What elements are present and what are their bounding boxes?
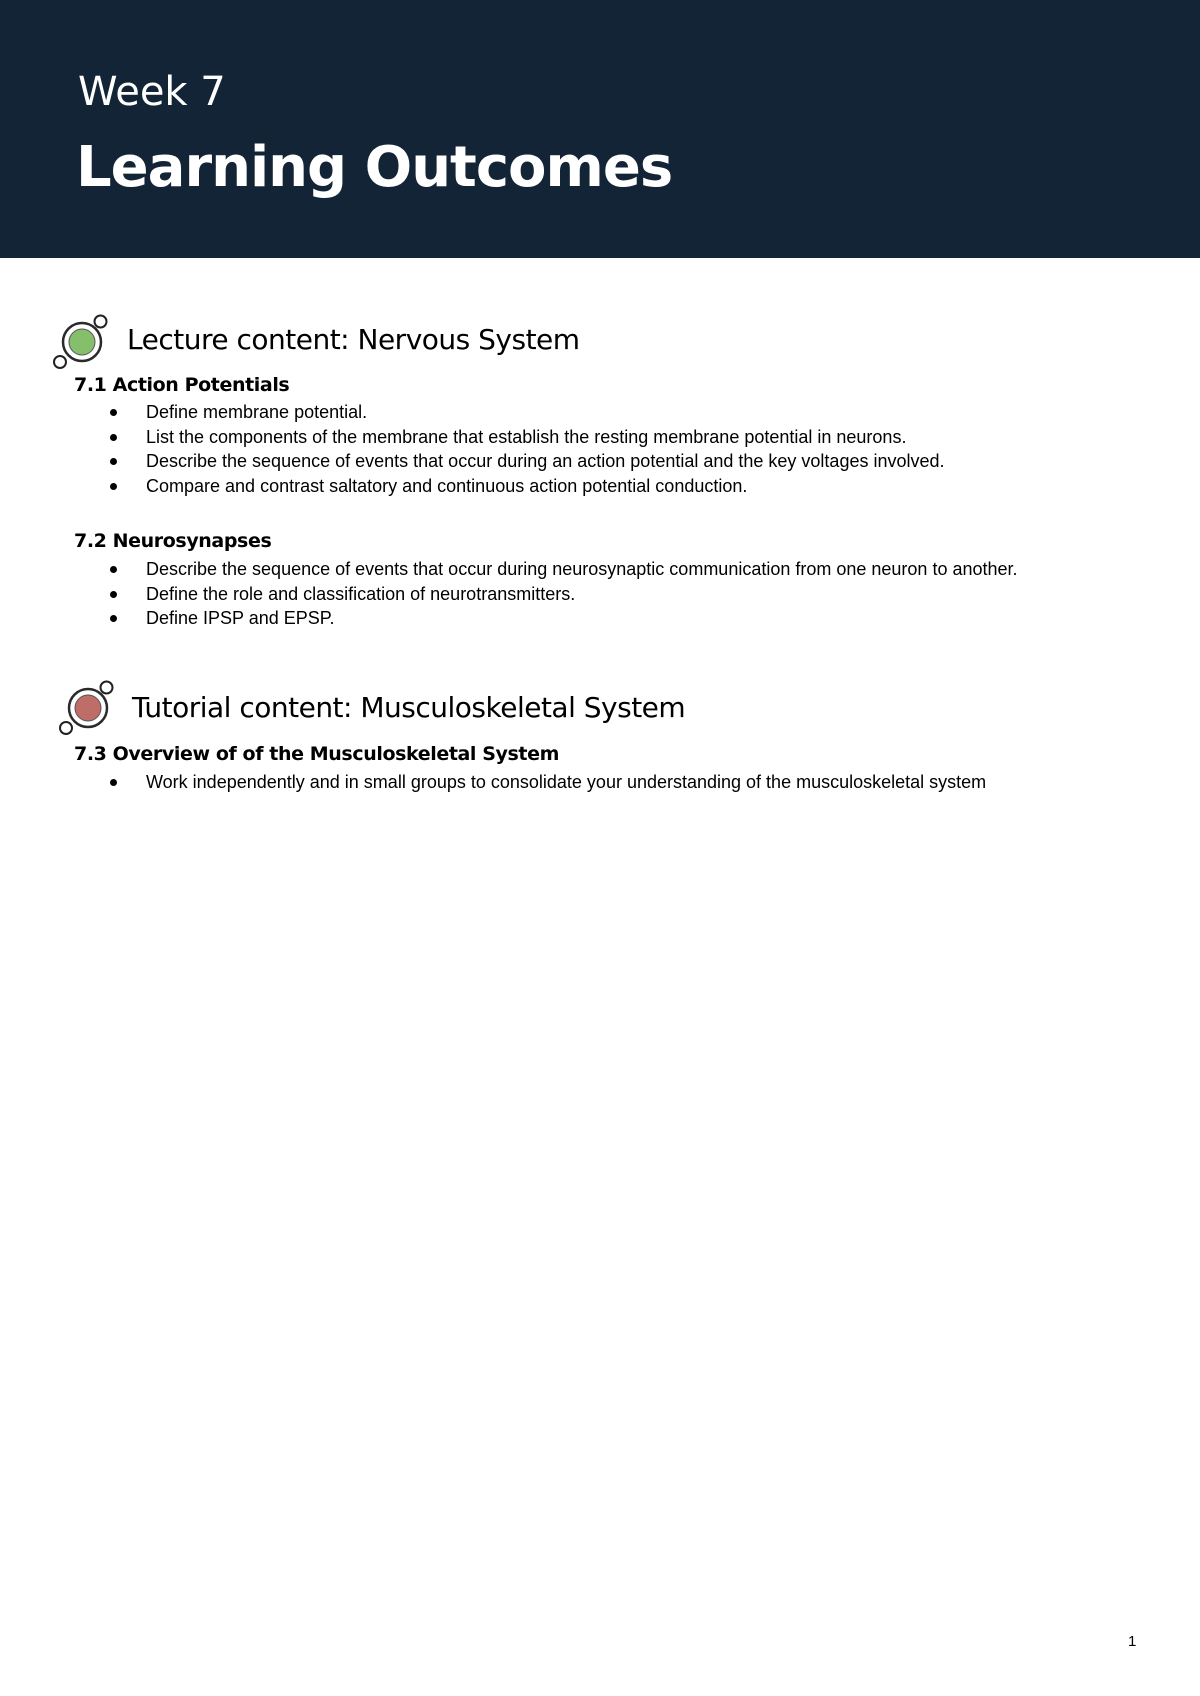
page-title: Learning Outcomes <box>76 135 673 200</box>
lecture-molecule-icon <box>52 312 112 372</box>
bullet-icon <box>110 779 117 786</box>
lecture-heading: Lecture content: Nervous System <box>127 323 580 356</box>
page-number: 1 <box>1128 1633 1137 1650</box>
tutorial-molecule-icon <box>58 678 118 738</box>
bullet-icon <box>110 483 117 490</box>
bullet-icon <box>110 409 117 416</box>
subsection-7-3-title: 7.3 Overview of of the Musculoskeletal System <box>74 743 559 765</box>
bullet-icon <box>110 566 117 573</box>
bullet-icon <box>110 458 117 465</box>
page-header <box>0 0 1200 258</box>
bullet-icon <box>110 434 117 441</box>
bullet-icon <box>110 615 117 622</box>
bullet-icon <box>110 591 117 598</box>
week-label: Week 7 <box>78 69 226 115</box>
subsection-7-2-title: 7.2 Neurosynapses <box>74 530 272 552</box>
tutorial-heading: Tutorial content: Musculoskeletal System <box>132 691 686 724</box>
subsection-7-1-title: 7.1 Action Potentials <box>74 374 290 396</box>
